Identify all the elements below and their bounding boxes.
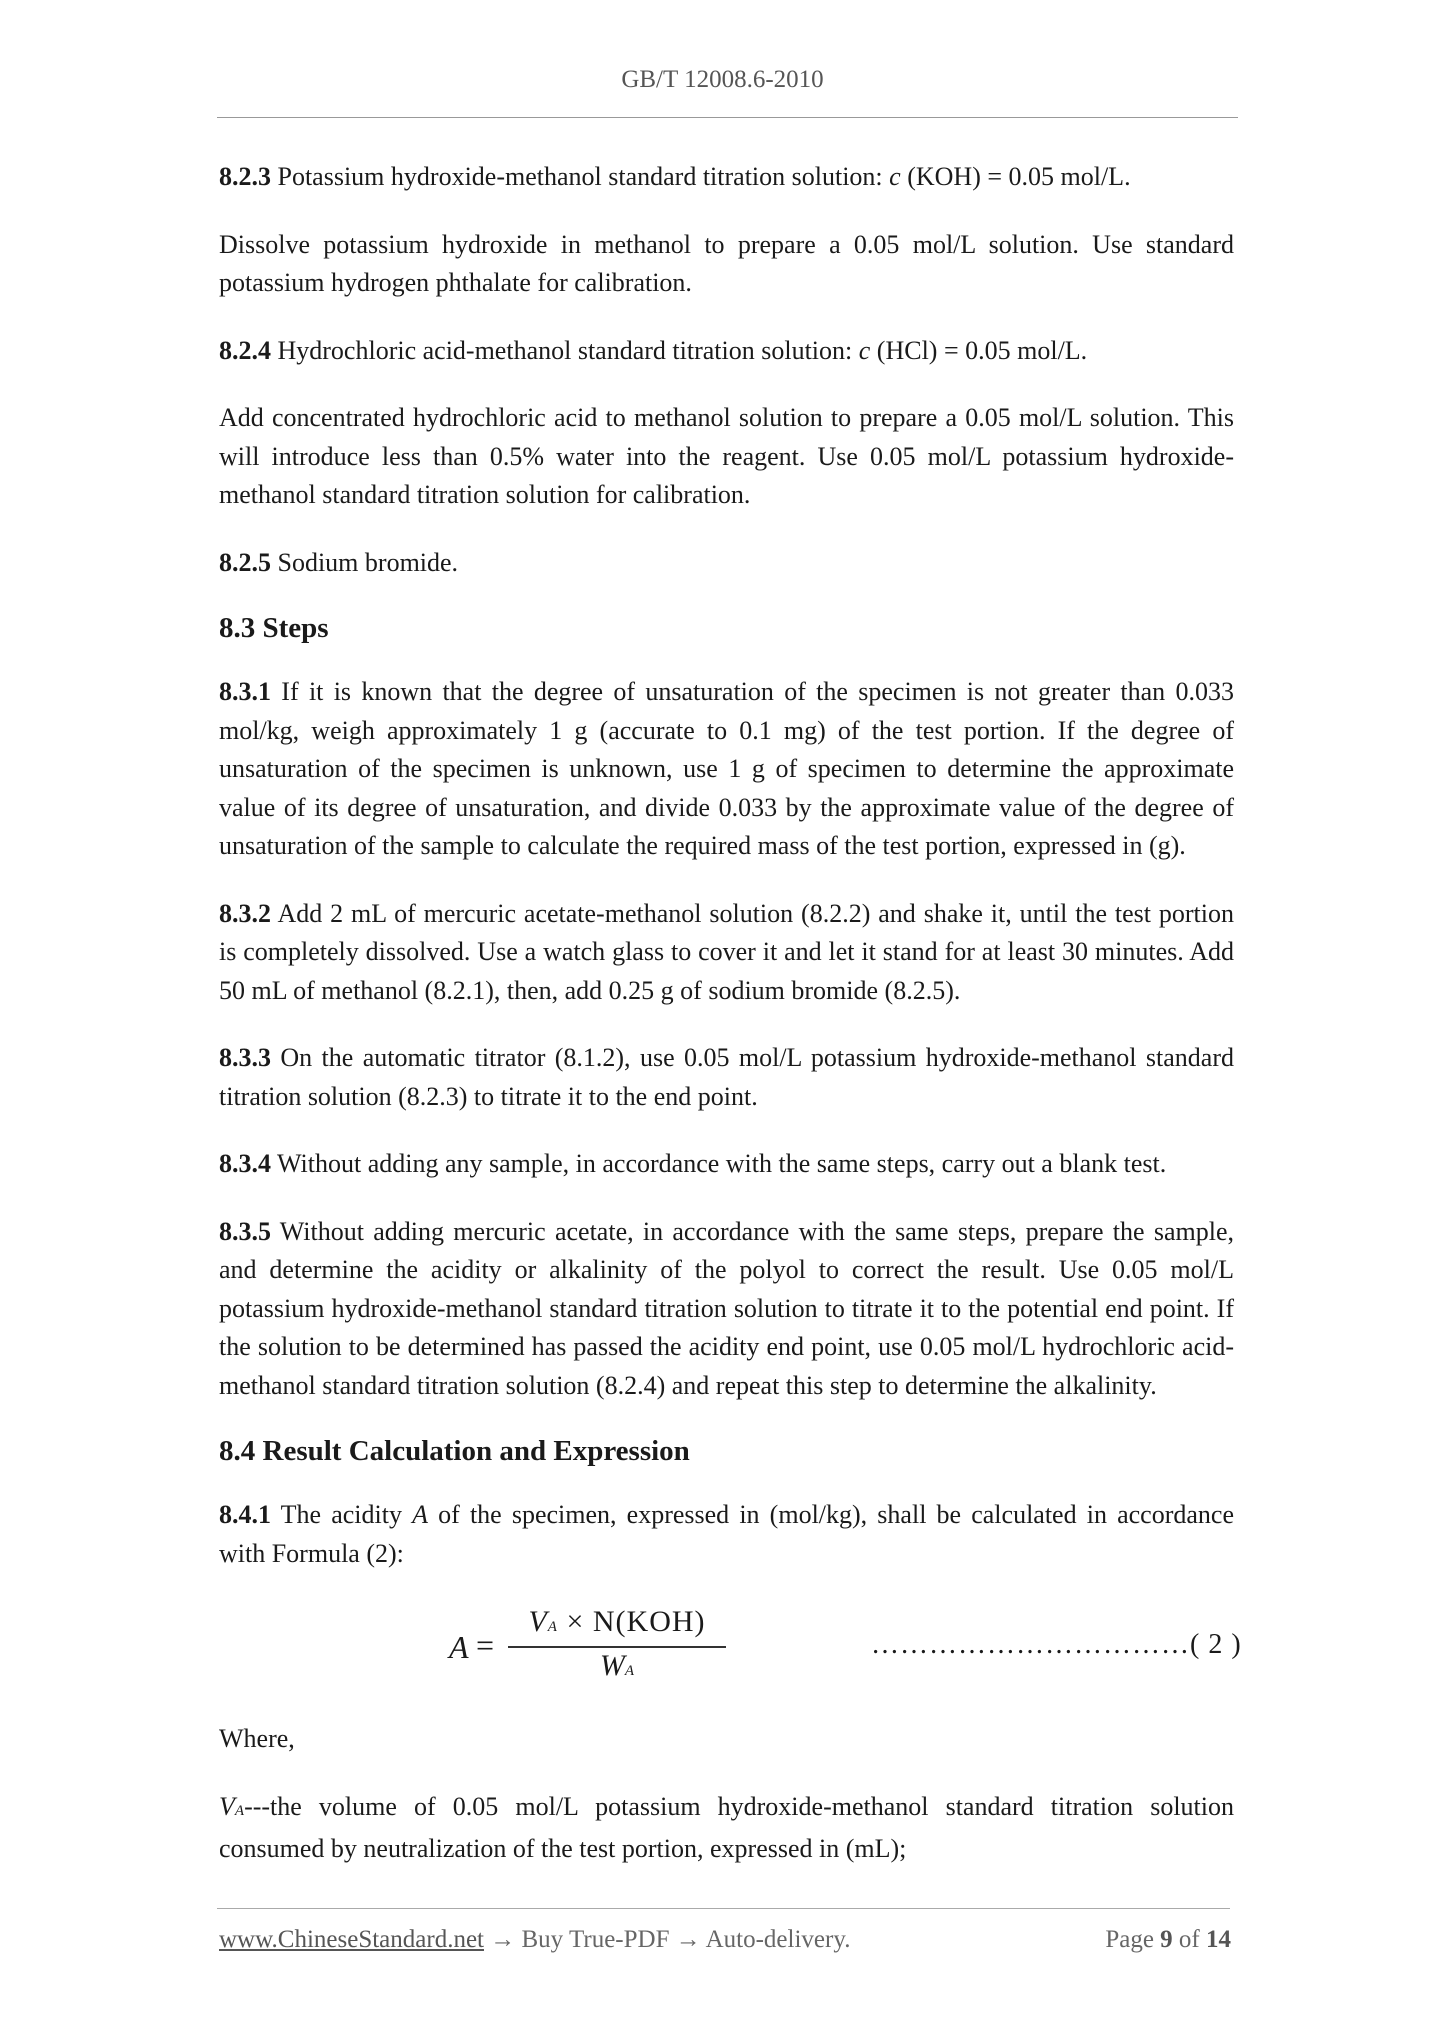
formula-number-leader: ……………………………( 2 ) <box>871 1629 1242 1660</box>
where-label: Where, <box>219 1724 295 1753</box>
formula-subscript: A <box>624 1663 635 1679</box>
paragraph-8-2-4: Add concentrated hydrochloric acid to methanol solution to prepare a 0.05 mol/L solution. This will introduce less than 0.5% water into the reagent. Use 0.05 mol/L potassium hydroxide-methanol standard titration solution for calibration. <box>219 403 1234 509</box>
concentration-symbol: c <box>889 162 901 191</box>
clause-text: On the automatic titrator (8.1.2), use 0.05 mol/L potassium hydroxide-methanol standard titration solution (8.2.3) to titrate it to the end point. <box>219 1043 1234 1111</box>
definition-var: V <box>219 1791 235 1821</box>
section-heading-8-4: 8.4 Result Calculation and Expression <box>219 1435 690 1467</box>
formula-fraction <box>506 1603 728 1689</box>
clause-text: (HCl) = 0.05 mol/L. <box>870 335 1088 365</box>
footer-divider <box>217 1908 1230 1909</box>
clause-number: 8.3.5 <box>219 1216 271 1246</box>
definition-subscript: A <box>234 1802 245 1819</box>
section-heading-8-3: 8.3 Steps <box>219 612 329 644</box>
clause-8-3-4 <box>219 1145 1234 1184</box>
formula-numerator <box>506 1603 728 1646</box>
clause-number: 8.3.1 <box>219 677 271 706</box>
formula-equals: = <box>476 1627 495 1663</box>
formula-denominator <box>506 1648 728 1689</box>
page-indicator <box>1105 1926 1231 1954</box>
clause-8-2-4 <box>219 332 1234 371</box>
clause-8-2-3 <box>219 158 1234 197</box>
formula-var-w: W <box>599 1649 625 1682</box>
clause-number: 8.2.5 <box>219 547 271 577</box>
arrow-right-icon: → <box>669 1926 706 1953</box>
website-link[interactable]: www.ChineseStandard.net <box>219 1926 484 1953</box>
page-content <box>219 158 1242 1869</box>
of-label: of <box>1178 1926 1200 1953</box>
clause-number: 8.2.3 <box>219 162 271 191</box>
definition-va <box>219 1788 1234 1869</box>
formula-subscript: A <box>547 1619 558 1635</box>
clause-number: 8.3.2 <box>219 898 271 928</box>
clause-8-3-1 <box>219 673 1234 866</box>
buy-text: Buy True-PDF <box>521 1926 670 1953</box>
auto-delivery-text: Auto-delivery. <box>705 1926 851 1953</box>
clause-8-3-5 <box>219 1213 1234 1406</box>
clause-text: Add 2 mL of mercuric acetate-methanol solution (8.2.2) and shake it, until the test portion is completely dissolved. Use a watch glass to cover it and let it stand for at least 30 minutes. Add 50 mL of methanol (8.2.1), then, add 0.25 g of sodium bromide (8.2.5). <box>219 898 1234 1005</box>
clause-text: of the specimen, expressed in (mol/kg), shall be calculated in accordance with Formula (2): <box>219 1500 1234 1568</box>
page-label: Page <box>1105 1926 1154 1953</box>
clause-8-2-5 <box>219 544 1234 583</box>
clause-number: 8.2.4 <box>219 335 271 365</box>
acidity-variable: A <box>412 1500 429 1529</box>
clause-text: Without adding mercuric acetate, in accordance with the same steps, prepare the sample, and determine the acidity or alkalinity of the polyol to correct the result. Use 0.05 mol/L potassium hydroxide-methanol standard titration solution to titrate it to the potential end point. If the solution to be determined has passed the acidity end point, use 0.05 mol/L hydrochloric acid-methanol standard titration solution (8.2.4) and repeat this step to determine the alkalinity. <box>219 1216 1234 1400</box>
clause-number: 8.3.3 <box>219 1043 271 1072</box>
clause-text: (KOH) = 0.05 mol/L. <box>900 162 1131 191</box>
clause-text: Without adding any sample, in accordance with the same steps, carry out a blank test. <box>271 1149 1167 1178</box>
definition-text: ---the volume of 0.05 mol/L potassium hydroxide-methanol standard titration solution consumed by neutralization of the test portion, expressed in (mL); <box>219 1791 1234 1863</box>
clause-8-3-3 <box>219 1039 1234 1116</box>
clause-number: 8.3.4 <box>219 1149 271 1178</box>
page-footer <box>219 1926 1231 1954</box>
concentration-symbol: c <box>858 335 871 365</box>
clause-text: If it is known that the degree of unsaturation of the specimen is not greater than 0.033 mol/kg, weigh approximately 1 g (accurate to 0.1 mg) of the test portion. If the degree of unsaturation of the specimen is unknown, use 1 g of specimen to determine the approximate value of its degree of unsaturation, and divide 0.033 by the approximate value of the degree of unsaturation of the sample to calculate the required mass of the test portion, expressed in (g). <box>219 677 1234 860</box>
formula-lhs: A <box>449 1629 469 1665</box>
page-number: 9 <box>1160 1926 1173 1953</box>
paragraph-8-2-3: Dissolve potassium hydroxide in methanol to prepare a 0.05 mol/L solution. Use standard potassium hydrogen phthalate for calibration. <box>219 229 1234 297</box>
clause-text: Sodium bromide. <box>271 547 459 577</box>
formula-numerator-rest: × N(KOH) <box>557 1605 706 1638</box>
document-header-title: GB/T 12008.6-2010 <box>621 66 824 93</box>
header-divider <box>217 117 1238 118</box>
clause-8-3-2 <box>219 895 1234 1011</box>
formula-2 <box>219 1603 1242 1695</box>
clause-text: The acidity <box>271 1500 413 1529</box>
arrow-right-icon: → <box>484 1926 522 1953</box>
clause-text: Potassium hydroxide-methanol standard titration solution: <box>271 162 890 191</box>
clause-number: 8.4.1 <box>219 1500 271 1529</box>
clause-text: Hydrochloric acid-methanol standard titration solution: <box>271 335 859 365</box>
formula-var-v: V <box>528 1605 548 1638</box>
clause-8-4-1 <box>219 1496 1234 1573</box>
page-total: 14 <box>1206 1926 1231 1953</box>
